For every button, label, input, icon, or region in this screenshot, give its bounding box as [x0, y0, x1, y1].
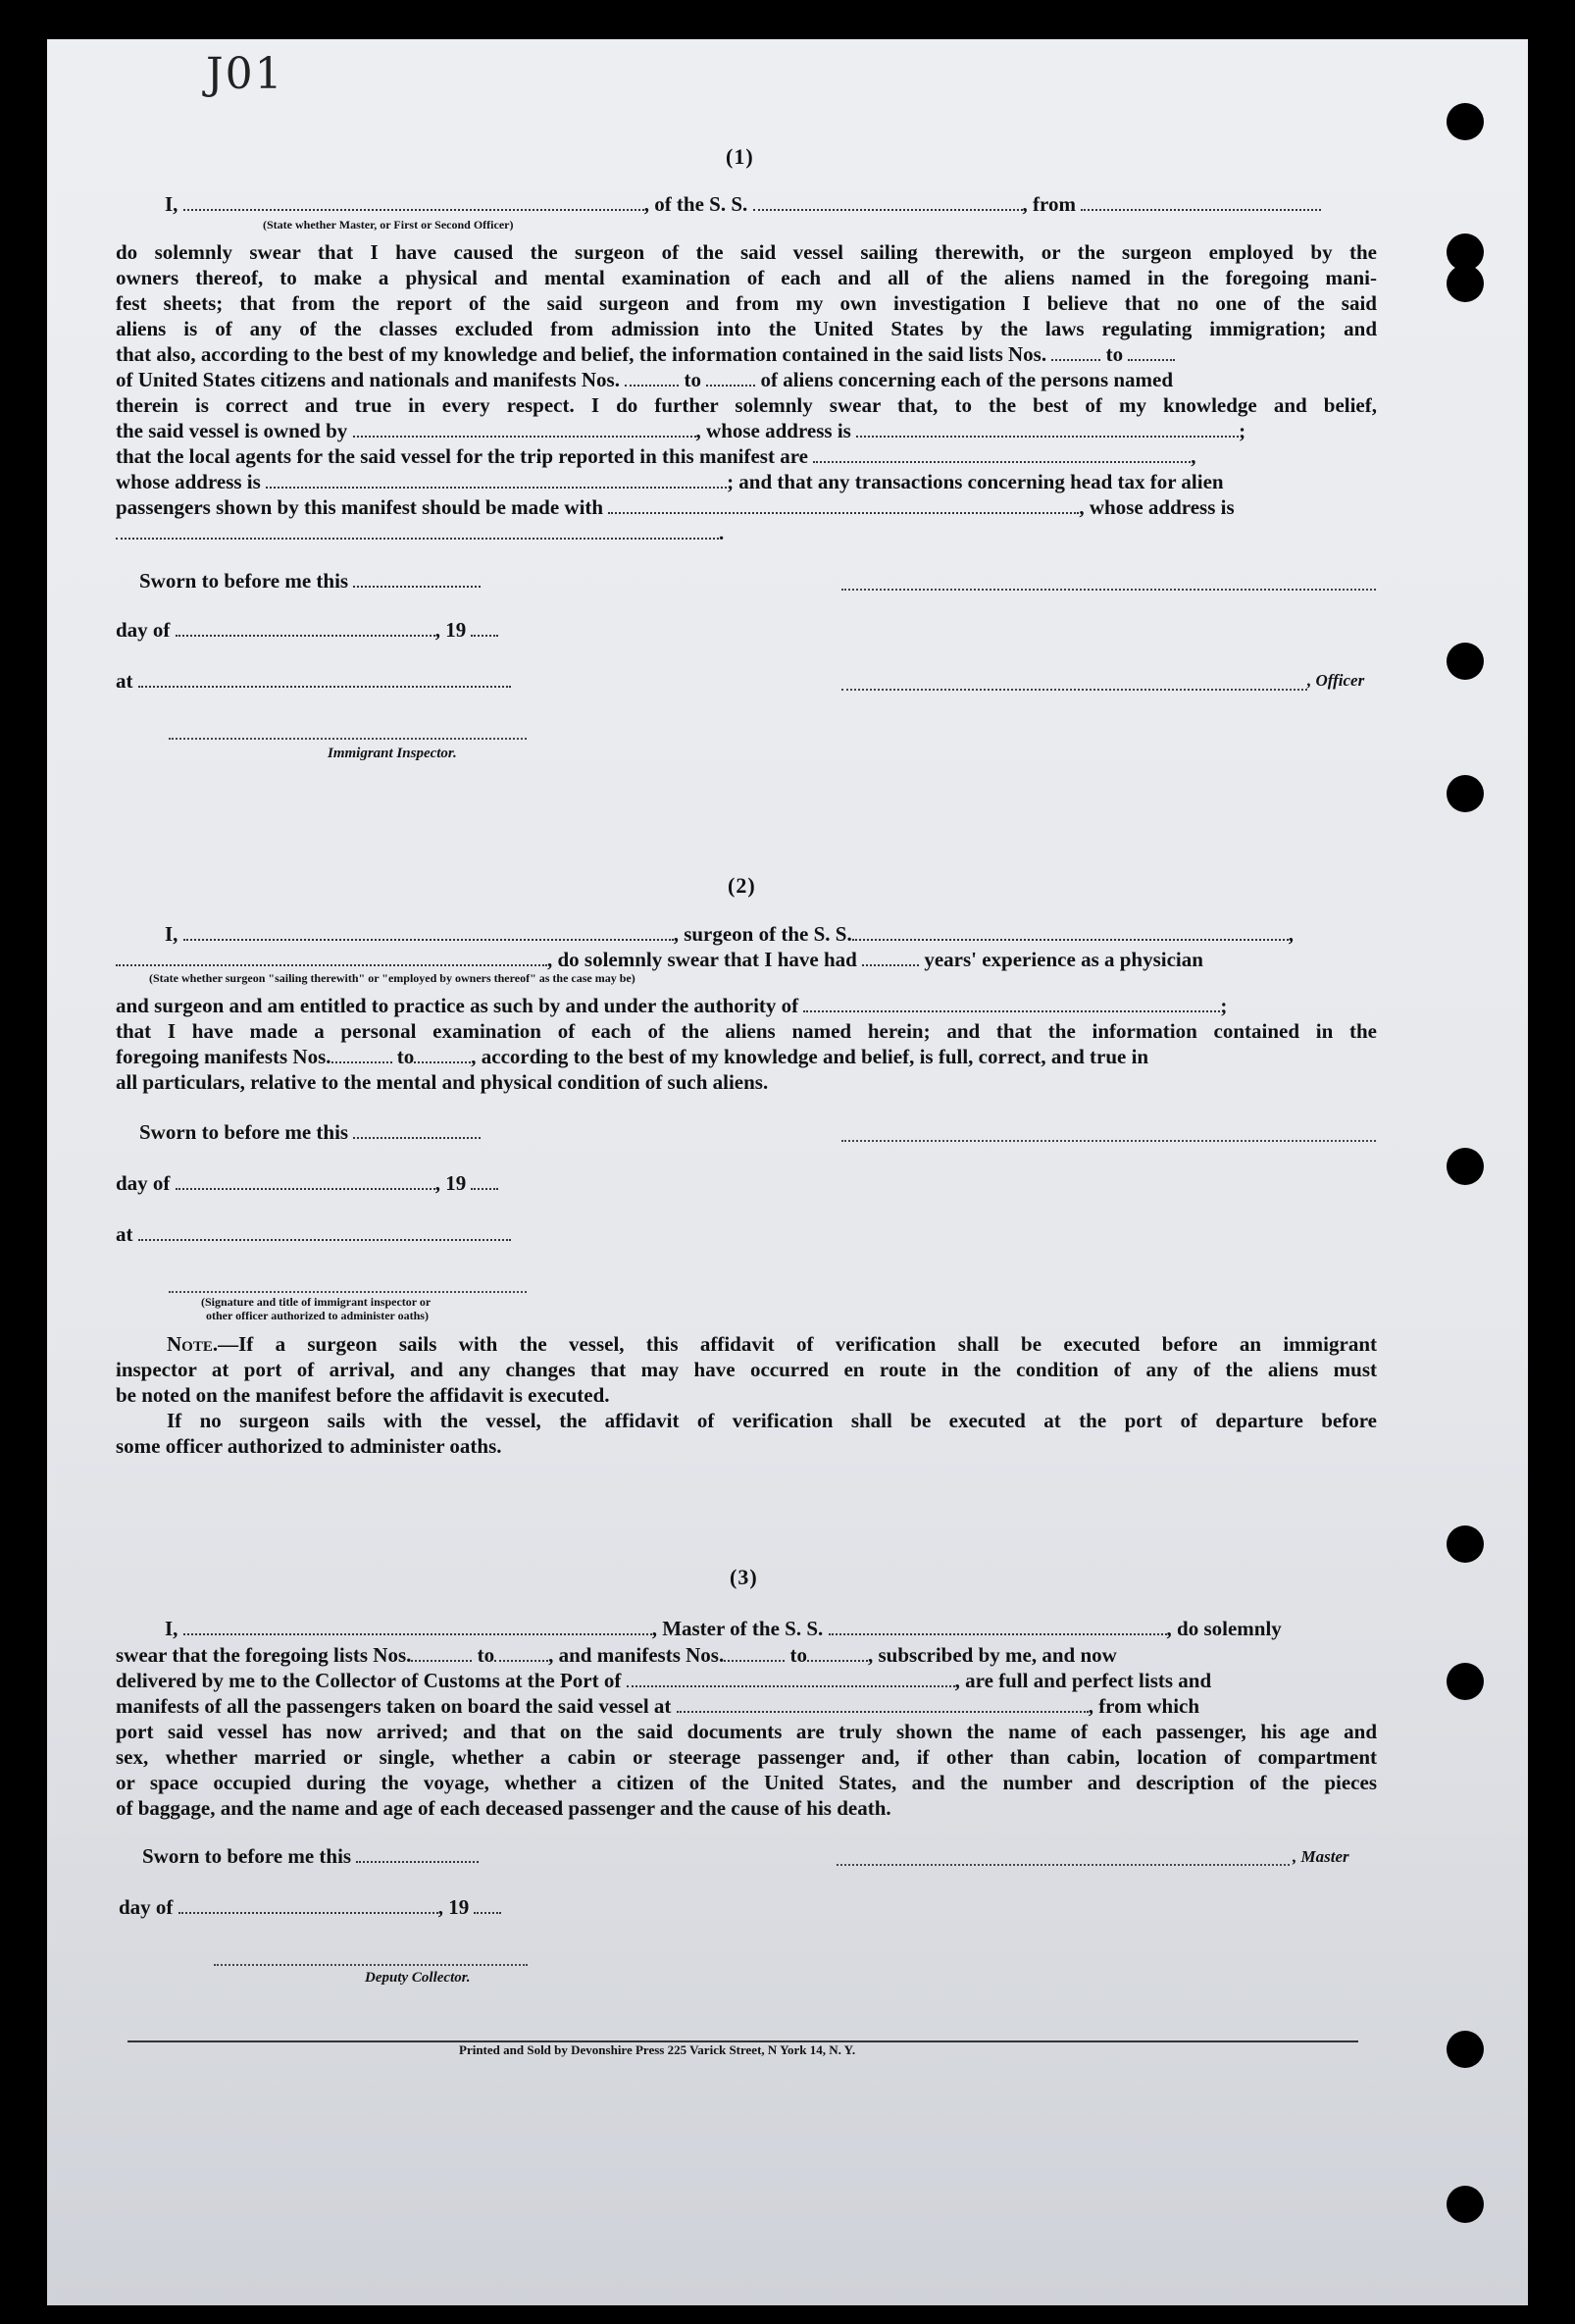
s3-line5: port said vessel has now arrived; and that on the said documents are truly shown the name of each passenger, his age and: [116, 1720, 1377, 1743]
handwritten-annotation: J01: [206, 49, 284, 99]
s3-line1: I, , Master of the S. S. , do solemnly: [165, 1617, 1282, 1640]
section-2-heading: (2): [728, 873, 756, 898]
s2-sig-caption-2: other officer authorized to administer oaths): [206, 1309, 429, 1322]
s2-line3: and surgeon and am entitled to practice as such by and under the authority of ;: [116, 994, 1228, 1017]
s3-line2: swear that the foregoing lists Nos. to , and manifests Nos. to , subscribed by me, and now: [116, 1643, 1117, 1667]
punch-hole: [1447, 1525, 1484, 1563]
s1-officer-signature-line-top: [841, 589, 1376, 591]
punch-hole: [1447, 775, 1484, 812]
s2-note-line3: be noted on the manifest before the affidavit is executed.: [116, 1383, 610, 1407]
s2-signature-line: [841, 1140, 1376, 1142]
s2-line5: foregoing manifests Nos. to , according to the best of my knowledge and belief, is full, correct, and true in: [116, 1045, 1149, 1068]
s1-line0: I, , of the S. S. , from: [165, 192, 1321, 217]
s3-collector-signature-line: [214, 1964, 528, 1966]
s1-line5: that also, according to the best of my knowledge and belief, the information contained in the said lists Nos. to: [116, 341, 1377, 367]
s1-line4: aliens is of any of the classes excluded from admission into the United States by the laws regulating immigration; and: [116, 317, 1377, 340]
s3-line7: or space occupied during the voyage, whether a citizen of the United States, and the number and description of the pieces: [116, 1771, 1377, 1794]
printer-imprint: Printed and Sold by Devonshire Press 225 Varick Street, N York 14, N. Y.: [459, 2042, 856, 2057]
punch-hole: [1447, 2186, 1484, 2223]
s1-line12: .: [116, 520, 1377, 545]
s3-line6: sex, whether married or single, whether a cabin or steerage passenger and, if other than cabin, location of compartment: [116, 1745, 1377, 1769]
s1-inspector-signature-line: [169, 738, 527, 740]
s1-sworn: Sworn to before me this: [139, 569, 481, 594]
s2-line1: I, , surgeon of the S. S. ,: [165, 922, 1294, 946]
s1-inspector-label: Immigrant Inspector.: [328, 746, 457, 761]
s2-note-line5: some officer authorized to administer oaths.: [116, 1434, 502, 1458]
s1-at: at: [116, 669, 511, 694]
punch-hole: [1447, 1148, 1484, 1185]
s1-line9: that the local agents for the said vessel for the trip reported in this manifest are ,: [116, 444, 1196, 468]
s2-note-line4: If no surgeon sails with the vessel, the affidavit of verification shall be executed at the port of departure before: [167, 1409, 1377, 1432]
s2-sworn: Sworn to before me this: [139, 1120, 481, 1145]
s2-note-line1: Note.—If a surgeon sails with the vessel, this affidavit of verification shall be executed before an immigrant: [167, 1332, 1377, 1356]
s1-line7: therein is correct and true in every respect. I do further solemnly swear that, to the best of my knowledge and belief,: [116, 393, 1377, 417]
punch-hole: [1447, 265, 1484, 302]
s1-line11: passengers shown by this manifest should be made with , whose address is: [116, 495, 1235, 519]
s2-line2: , do solemnly swear that I have had years' experience as a physician: [116, 948, 1203, 972]
s3-master-label: , Master: [1293, 1847, 1349, 1866]
section-3-heading: (3): [730, 1565, 758, 1589]
s2-note-line2: inspector at port of arrival, and any changes that may have occurred en route in the condition of any of the aliens must: [116, 1358, 1377, 1381]
s2-sig-caption-1: (Signature and title of immigrant inspector or: [201, 1295, 432, 1309]
s1-officer-signature-line: [841, 689, 1307, 691]
s2-day: day of , 19: [116, 1171, 498, 1196]
s1-line0-caption: (State whether Master, or First or Second Officer): [263, 218, 514, 232]
section-1-heading: (1): [726, 144, 754, 169]
s1-line10: whose address is ; and that any transactions concerning head tax for alien: [116, 470, 1224, 493]
punch-hole: [1447, 643, 1484, 680]
s2-at: at: [116, 1222, 511, 1247]
s3-line3: delivered by me to the Collector of Customs at the Port of , are full and perfect lists and: [116, 1669, 1212, 1692]
s1-day: day of , 19: [116, 618, 498, 643]
s1-line8: the said vessel is owned by , whose address is ;: [116, 419, 1246, 442]
s2-inspector-signature-line: [169, 1291, 527, 1293]
s3-line4: manifests of all the passengers taken on board the said vessel at , from which: [116, 1694, 1200, 1718]
s3-sworn: Sworn to before me this: [142, 1844, 479, 1869]
s1-line6: of United States citizens and nationals and manifests Nos. to of aliens concerning each of the persons named: [116, 368, 1174, 391]
punch-hole: [1447, 2031, 1484, 2068]
s3-master-signature-line: [837, 1864, 1290, 1866]
s1-line1: do solemnly swear that I have caused the surgeon of the said vessel sailing therewith, or the surgeon employed by the: [116, 240, 1377, 264]
s1-line3: fest sheets; that from the report of the said surgeon and from my own investigation I believe that no one of the said: [116, 291, 1377, 315]
s2-line2-caption: (State whether surgeon "sailing therewith" or "employed by owners thereof" as the case may be): [149, 971, 635, 985]
s3-line8: of baggage, and the name and age of each deceased passenger and the cause of his death.: [116, 1796, 891, 1820]
s1-line2: owners thereof, to make a physical and mental examination of each and all of the aliens named in the foregoing mani-: [116, 266, 1377, 289]
s2-line4: that I have made a personal examination of each of the aliens named herein; and that the information contained in the: [116, 1019, 1377, 1043]
s1-officer-label: , Officer: [1307, 671, 1365, 690]
s2-line6: all particulars, relative to the mental and physical condition of such aliens.: [116, 1070, 769, 1094]
s3-collector-label: Deputy Collector.: [365, 1970, 471, 1986]
punch-hole: [1447, 1663, 1484, 1700]
s3-day: day of , 19: [119, 1895, 501, 1920]
punch-hole: [1447, 103, 1484, 140]
